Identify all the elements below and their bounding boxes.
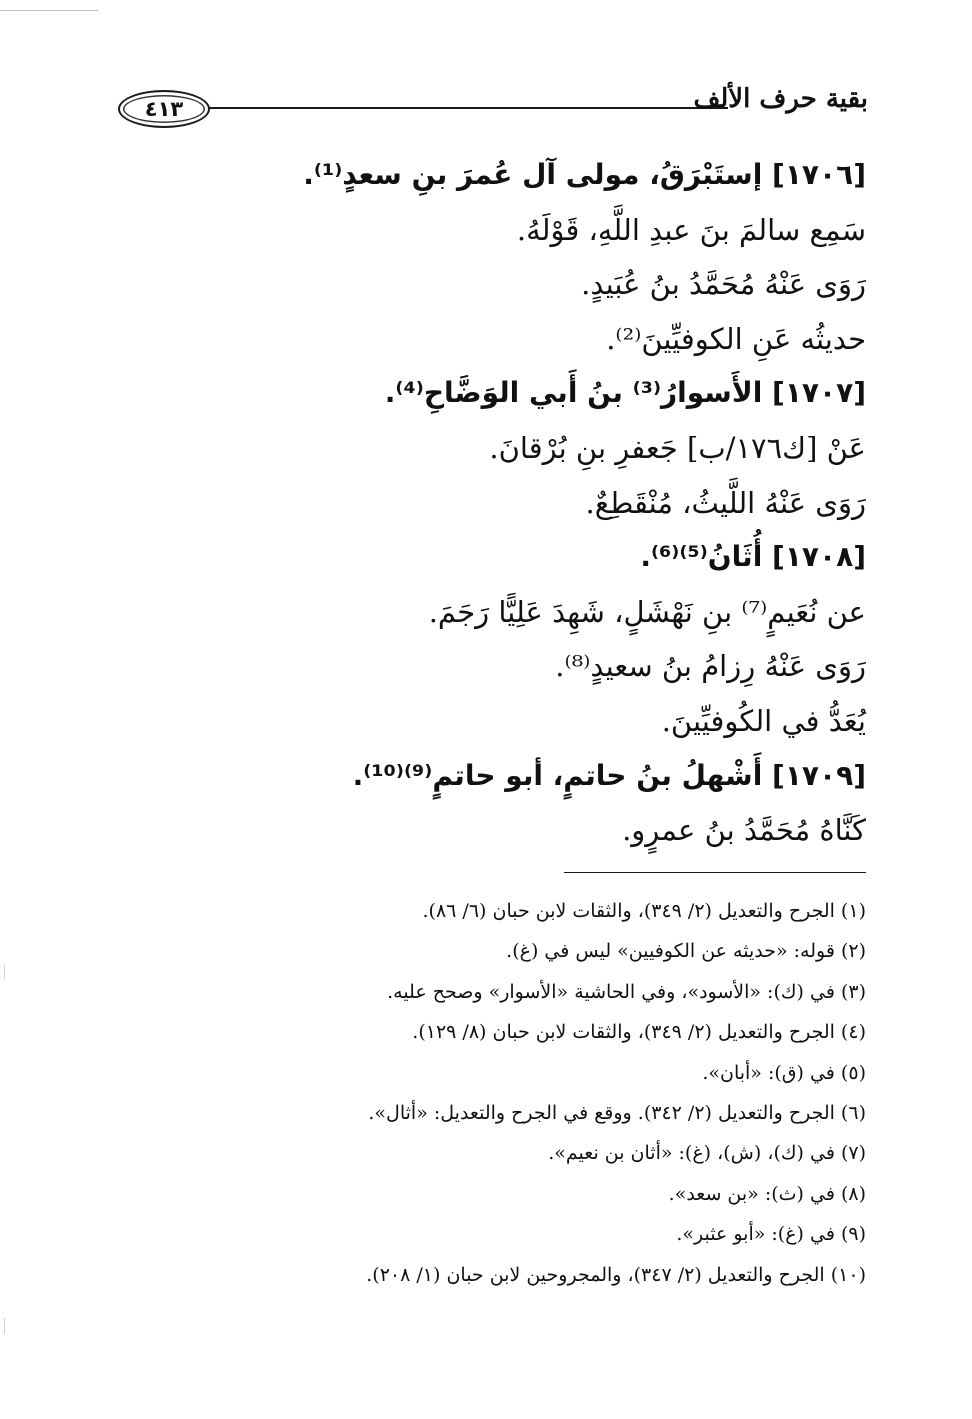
text-line: يُعَدُّ في الكُوفيِّينَ.: [661, 703, 866, 738]
footnote-8: (٨) في (ث): «بن سعد».: [668, 1182, 866, 1205]
footnote-10: (١٠) الجرح والتعديل (٢/ ٣٤٧)، والمجروحين لابن حبان (١/ ٢٠٨).: [366, 1263, 866, 1286]
footnote-separator: [564, 872, 866, 873]
header-rule: [208, 107, 728, 109]
footnote-6: (٦) الجرح والتعديل (٢/ ٣٤٢). ووقع في الجرح والتعديل: «أثال».: [368, 1101, 866, 1124]
text-line: رَوَى عَنْهُ مُحَمَّدُ بنُ عُبَيدٍ.: [581, 267, 866, 302]
footnote-1: (١) الجرح والتعديل (٢/ ٣٤٩)، والثقات لابن حبان (٦/ ٨٦).: [422, 900, 866, 922]
page-number: ٤١٣: [144, 97, 184, 121]
footnote-9: (٩) في (غ): «أبو عثبر».: [676, 1223, 866, 1246]
text-line: سَمِع سالمَ بنَ عبدِ اللَّهِ، قَوْلَهُ.: [516, 212, 866, 247]
running-title: بقية حرف الألف: [693, 84, 868, 114]
text-line: رَوَى عَنْهُ اللَّيثُ، مُنْقَطِعٌ.: [585, 485, 866, 520]
footnote-5: (٥) في (ق): «أبان».: [702, 1061, 866, 1084]
footnote-7: (٧) في (ك)، (ش)، (غ): «أثان بن نعيم».: [548, 1142, 866, 1165]
entry-heading-1706: [١٧٠٦] إستَبْرَقُ، مولى آل عُمرَ بنِ سعدٍ⁽¹⁾.: [303, 158, 866, 191]
page-header: [108, 70, 868, 140]
text-line: كَنَّاهُ مُحَمَّدُ بنُ عمرٍو.: [622, 813, 866, 848]
main-text: [166, 148, 866, 858]
scan-margin-mark: [4, 965, 5, 979]
entry-heading-1708: [١٧٠٨] أُثَانُ⁽⁵⁾⁽⁶⁾.: [640, 540, 866, 574]
entry-heading-1707: [١٧٠٧] الأَسوارُ⁽³⁾ بنُ أَبي الوَضَّاحِ⁽⁴⁾.: [384, 376, 866, 410]
footnotes: [226, 891, 866, 1295]
footnote-3: (٣) في (ك): «الأسود»، وفي الحاشية «الأسوار» وصحح عليه.: [387, 980, 866, 1003]
scan-edge-mark: [0, 10, 98, 11]
text-line: عَنْ [ك١٧٦/ب] جَعفرِ بنِ بُرْقانَ.: [489, 430, 866, 465]
page-number-badge: [118, 90, 210, 128]
footnote-4: (٤) الجرح والتعديل (٢/ ٣٤٩)، والثقات لابن حبان (٨/ ١٢٩).: [412, 1021, 866, 1044]
text-line: رَوَى عَنْهُ رِزامُ بنُ سعيدٍ⁽⁸⁾.: [555, 649, 866, 684]
entry-heading-1709: [١٧٠٩] أَشْهلُ بنُ حاتمٍ، أبو حاتمٍ⁽⁹⁾⁽¹⁰⁾.: [352, 758, 866, 792]
text-line: عن نُعَيمٍ⁽⁷⁾ بنِ نَهْشَلٍ، شَهِدَ عَلِيًّا رَجَمَ.: [428, 594, 866, 629]
text-line: حديثُه عَنِ الكوفيِّينَ⁽²⁾.: [606, 321, 866, 356]
footnote-2: (٢) قوله: «حديثه عن الكوفيين» ليس في (غ).: [506, 940, 866, 963]
scan-margin-mark: [4, 1318, 5, 1334]
